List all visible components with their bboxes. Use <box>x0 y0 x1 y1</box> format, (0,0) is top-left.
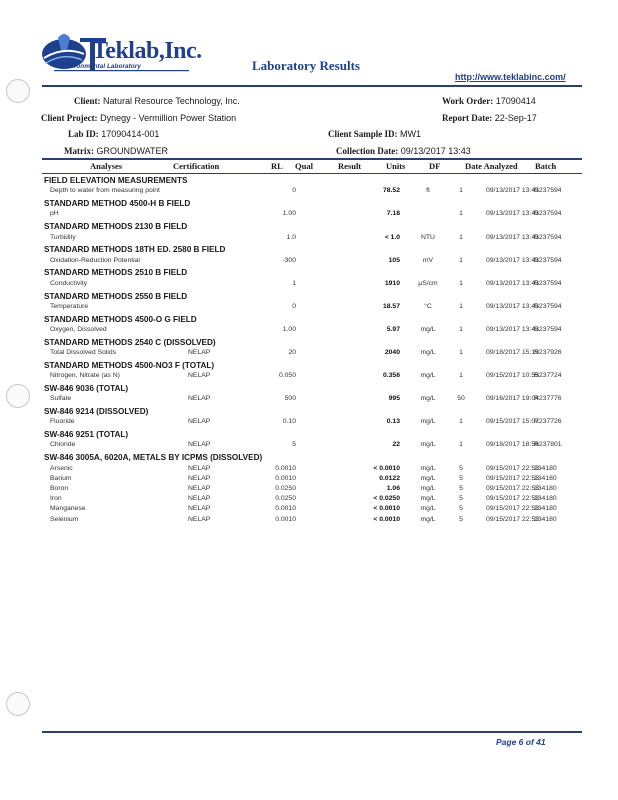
cell-reporting-limit: 0.0010 <box>275 505 296 513</box>
cell-dilution-factor: 5 <box>459 495 463 503</box>
cell-analyte: Depth to water from measuring point <box>50 187 160 195</box>
cell-result: 22 <box>392 441 400 449</box>
cell-batch: R237594 <box>534 302 562 310</box>
cell-units: mg/L <box>420 505 436 513</box>
cell-analyte: Barium <box>50 474 72 482</box>
header-divider <box>42 85 582 87</box>
cell-reporting-limit: 0.0010 <box>275 515 296 523</box>
cell-date-analyzed: 09/15/2017 22:53 <box>486 495 539 503</box>
section-header: SW-846 9251 (TOTAL) <box>44 430 129 440</box>
cell-analyte: Manganese <box>50 505 86 513</box>
cell-date-analyzed: 09/18/2017 18:56 <box>486 441 539 449</box>
cell-units: mg/L <box>420 464 436 472</box>
lab-id-value: 17090414-001 <box>101 129 160 139</box>
cell-date-analyzed: 09/15/2017 10:55 <box>486 372 539 380</box>
cell-batch: 134180 <box>534 484 557 492</box>
cell-certification: NELAP <box>188 349 211 356</box>
cell-dilution-factor: 1 <box>459 279 463 287</box>
cell-batch: R237801 <box>534 441 562 449</box>
cell-reporting-limit: 0.10 <box>282 418 296 426</box>
cell-reporting-limit: 0.0250 <box>275 495 296 503</box>
project-value: Dynegy - Vermillion Power Station <box>100 113 237 123</box>
section-header: STANDARD METHOD 4500-H B FIELD <box>44 199 191 209</box>
table-row <box>44 516 584 526</box>
cell-reporting-limit: 1.0 <box>286 233 296 241</box>
cell-analyte: Selenium <box>50 515 79 523</box>
cell-dilution-factor: 5 <box>459 464 463 472</box>
cell-batch: R237594 <box>534 210 562 218</box>
section-header: FIELD ELEVATION MEASUREMENTS <box>44 176 188 185</box>
table-row <box>44 280 584 290</box>
work-order-field <box>442 96 536 106</box>
cell-date-analyzed: 09/15/2017 15:07 <box>486 418 539 426</box>
cell-result: < 0.0010 <box>373 464 400 472</box>
cell-reporting-limit: 0.0010 <box>275 464 296 472</box>
cell-analyte: pH <box>50 210 59 218</box>
cell-date-analyzed: 09/13/2017 13:43 <box>486 233 539 241</box>
cell-units: mg/L <box>420 418 436 426</box>
cell-result: 1.06 <box>386 484 400 492</box>
cell-reporting-limit: 0 <box>292 187 296 195</box>
cell-date-analyzed: 09/13/2017 13:43 <box>486 210 539 218</box>
column-header-divider <box>42 173 582 174</box>
cell-reporting-limit: 1.00 <box>282 325 296 333</box>
cell-analyte: Total Dissolved Solids <box>50 349 117 356</box>
cell-analyte: Iron <box>50 495 62 503</box>
cell-batch: R237724 <box>534 372 562 380</box>
cell-reporting-limit: 1.00 <box>282 210 296 218</box>
cell-result: 18.57 <box>382 302 400 310</box>
cell-result: 78.52 <box>382 187 400 195</box>
cell-certification: NELAP <box>188 441 211 449</box>
cell-certification: NELAP <box>188 495 211 503</box>
table-row <box>44 505 584 515</box>
cell-result: 2040 <box>384 349 400 356</box>
table-row <box>44 485 584 495</box>
cell-reporting-limit: 0.050 <box>278 372 296 380</box>
col-units: Units <box>386 161 406 171</box>
section-header: SW-846 9214 (DISSOLVED) <box>44 407 149 416</box>
client-label: Client: <box>74 96 101 106</box>
section-header: SW-846 3005A, 6020A, METALS BY ICPMS (DISSOLVED) <box>44 453 263 463</box>
cell-dilution-factor: 1 <box>459 441 463 449</box>
table-row <box>44 495 584 505</box>
cell-units: mg/L <box>420 441 436 449</box>
table-row <box>44 210 584 220</box>
cell-date-analyzed: 09/13/2017 13:43 <box>486 325 539 333</box>
cell-date-analyzed: 09/15/2017 22:53 <box>486 474 539 482</box>
cell-units: mg/L <box>420 349 436 356</box>
cell-result: 995 <box>388 395 400 403</box>
cell-analyte: Sulfate <box>50 395 72 403</box>
cell-result: 0.0122 <box>379 474 400 482</box>
cell-dilution-factor: 5 <box>459 505 463 513</box>
cell-date-analyzed: 09/15/2017 22:53 <box>486 484 539 492</box>
cell-date-analyzed: 09/15/2017 22:53 <box>486 505 539 513</box>
cell-date-analyzed: 09/16/2017 19:04 <box>486 395 539 403</box>
cell-reporting-limit: -300 <box>282 256 296 264</box>
sample-id-field <box>328 129 421 139</box>
section-header: SW-846 9036 (TOTAL) <box>44 383 129 393</box>
cell-batch: 134180 <box>534 464 557 472</box>
cell-certification: NELAP <box>188 515 211 523</box>
cell-reporting-limit: 0.0010 <box>275 474 296 482</box>
cell-dilution-factor: 1 <box>459 210 463 218</box>
table-row <box>44 418 584 428</box>
page-number: Page 6 of 41 <box>496 737 546 747</box>
cell-units: mV <box>422 256 434 264</box>
cell-result: 1910 <box>384 279 400 287</box>
col-qual: Qual <box>295 161 313 171</box>
cell-dilution-factor: 1 <box>459 233 463 241</box>
binder-hole-top <box>6 79 30 103</box>
cell-units: mg/L <box>420 515 436 523</box>
page-title: Laboratory Results <box>252 58 360 73</box>
col-result: Result <box>338 161 362 171</box>
cell-batch: R237594 <box>534 233 562 241</box>
table-row <box>44 326 584 336</box>
cell-analyte: Temperature <box>50 302 89 310</box>
sample-id-label: Client Sample ID: <box>328 129 398 139</box>
col-certification: Certification <box>173 161 220 171</box>
cell-units: mg/L <box>420 484 436 492</box>
cell-analyte: Arsenic <box>50 464 73 472</box>
section-header: STANDARD METHODS 4500-O G FIELD <box>44 314 197 324</box>
cell-date-analyzed: 09/18/2017 15:19 <box>486 349 539 356</box>
cell-dilution-factor: 1 <box>459 325 463 333</box>
table-row <box>44 234 584 244</box>
cell-certification: NELAP <box>188 474 211 482</box>
cell-dilution-factor: 1 <box>459 302 463 310</box>
report-date-value: 22-Sep-17 <box>494 113 537 123</box>
cell-date-analyzed: 09/15/2017 22:53 <box>486 464 539 472</box>
cell-certification: NELAP <box>188 505 211 513</box>
website-link[interactable]: http://www.teklabinc.com/ <box>455 72 566 82</box>
binder-hole-bottom <box>6 692 30 716</box>
cell-units: mg/L <box>420 474 436 482</box>
cell-certification: NELAP <box>188 395 211 403</box>
cell-dilution-factor: 1 <box>459 372 463 380</box>
company-name: Teklab,Inc. <box>92 38 202 64</box>
cell-dilution-factor: 5 <box>459 474 463 482</box>
cell-date-analyzed: 09/13/2017 13:43 <box>486 187 539 195</box>
lab-id-field <box>68 129 159 139</box>
table-row <box>44 257 584 267</box>
cell-units: ft <box>426 187 430 195</box>
client-field <box>74 96 240 106</box>
cell-analyte: Chloride <box>50 441 76 449</box>
col-date-analyzed: Date Analyzed <box>465 161 518 171</box>
report-date-label: Report Date: <box>442 113 493 123</box>
project-label: Client Project: <box>41 113 98 123</box>
cell-result: < 1.0 <box>384 233 400 241</box>
client-value: Natural Resource Technology, Inc. <box>103 96 240 106</box>
collection-date-label: Collection Date: <box>336 146 399 156</box>
table-row <box>44 465 584 475</box>
info-divider <box>42 158 582 160</box>
cell-batch: R237726 <box>534 418 562 426</box>
cell-units: mg/L <box>420 325 436 333</box>
cell-analyte: Fluoride <box>50 418 75 426</box>
cell-batch: 134180 <box>534 515 557 523</box>
lab-id-label: Lab ID: <box>68 129 99 139</box>
cell-reporting-limit: 0.0250 <box>275 484 296 492</box>
col-analyses: Analyses <box>90 161 123 171</box>
matrix-field <box>64 146 168 156</box>
binder-hole-middle <box>6 384 30 408</box>
col-batch: Batch <box>535 161 557 171</box>
cell-batch: 134180 <box>534 474 557 482</box>
report-date-field <box>442 113 537 123</box>
section-header: STANDARD METHODS 2130 B FIELD <box>44 222 188 232</box>
section-header: STANDARD METHODS 2510 B FIELD <box>44 268 188 278</box>
work-order-value: 17090414 <box>495 96 536 106</box>
cell-date-analyzed: 09/13/2017 13:43 <box>486 279 539 287</box>
cell-batch: 134180 <box>534 505 557 513</box>
cell-dilution-factor: 50 <box>457 395 465 403</box>
cell-reporting-limit: 1 <box>292 279 296 287</box>
cell-units: mg/L <box>420 495 436 503</box>
cell-analyte: Turbidity <box>50 233 76 241</box>
cell-result: 0.356 <box>382 372 400 380</box>
cell-dilution-factor: 1 <box>459 418 463 426</box>
cell-dilution-factor: 1 <box>459 256 463 264</box>
cell-result: < 0.0010 <box>373 505 400 513</box>
table-row <box>44 372 584 382</box>
cell-analyte: Nitrogen, Nitrate (as N) <box>50 372 120 380</box>
cell-date-analyzed: 09/15/2017 22:53 <box>486 515 539 523</box>
cell-certification: NELAP <box>188 464 211 472</box>
cell-batch: R237594 <box>534 187 562 195</box>
section-header: STANDARD METHODS 2550 B FIELD <box>44 291 188 301</box>
cell-result: < 0.0010 <box>373 515 400 523</box>
cell-batch: R237594 <box>534 325 562 333</box>
cell-units: mg/L <box>420 395 436 403</box>
footer-divider <box>42 731 582 733</box>
cell-certification: NELAP <box>188 484 211 492</box>
cell-units: °C <box>424 302 432 310</box>
cell-units: NTU <box>421 233 435 241</box>
cell-dilution-factor: 1 <box>459 187 463 195</box>
cell-dilution-factor: 1 <box>459 349 463 356</box>
cell-batch: R237926 <box>534 349 562 356</box>
cell-dilution-factor: 5 <box>459 484 463 492</box>
table-row <box>44 395 584 405</box>
cell-result: 5.97 <box>386 325 400 333</box>
cell-batch: R237776 <box>534 395 562 403</box>
cell-result: < 0.0250 <box>373 495 400 503</box>
table-row <box>44 349 584 359</box>
cell-reporting-limit: 20 <box>288 349 296 356</box>
cell-analyte: Oxygen, Dissolved <box>50 325 107 333</box>
cell-dilution-factor: 5 <box>459 515 463 523</box>
col-rl: RL <box>271 161 283 171</box>
section-header: STANDARD METHODS 18TH ED. 2580 B FIELD <box>44 245 226 255</box>
collection-date-value: 09/13/2017 13:43 <box>400 146 471 156</box>
col-df: DF <box>429 161 441 171</box>
table-row <box>44 441 584 451</box>
cell-analyte: Conductivity <box>50 279 88 287</box>
cell-units: µS/cm <box>418 279 438 287</box>
sample-id-value: MW1 <box>400 129 422 139</box>
cell-date-analyzed: 09/13/2017 13:43 <box>486 256 539 264</box>
matrix-value: GROUNDWATER <box>96 146 168 156</box>
cell-certification: NELAP <box>188 418 211 426</box>
project-field <box>41 113 236 123</box>
cell-certification: NELAP <box>188 372 211 380</box>
cell-date-analyzed: 09/13/2017 13:43 <box>486 302 539 310</box>
cell-reporting-limit: 500 <box>284 395 296 403</box>
table-row <box>44 187 584 197</box>
company-tagline: Environmental Laboratory <box>60 63 141 70</box>
cell-result: 105 <box>388 256 400 264</box>
cell-batch: R237594 <box>534 279 562 287</box>
work-order-label: Work Order: <box>442 96 494 106</box>
cell-analyte: Oxidation-Reduction Potential <box>50 256 140 264</box>
table-row <box>44 303 584 313</box>
cell-analyte: Boron <box>50 484 69 492</box>
cell-reporting-limit: 5 <box>292 441 296 449</box>
cell-batch: R237594 <box>534 256 562 264</box>
cell-batch: 134180 <box>534 495 557 503</box>
cell-result: 7.18 <box>386 210 400 218</box>
section-header: STANDARD METHODS 4500-NO3 F (TOTAL) <box>44 360 215 370</box>
cell-units: mg/L <box>420 372 436 380</box>
section-header: STANDARD METHODS 2540 C (DISSOLVED) <box>44 337 216 347</box>
cell-result: 0.13 <box>386 418 400 426</box>
table-row <box>44 475 584 485</box>
collection-date-field <box>336 146 471 156</box>
matrix-label: Matrix: <box>64 146 94 156</box>
cell-reporting-limit: 0 <box>292 302 296 310</box>
